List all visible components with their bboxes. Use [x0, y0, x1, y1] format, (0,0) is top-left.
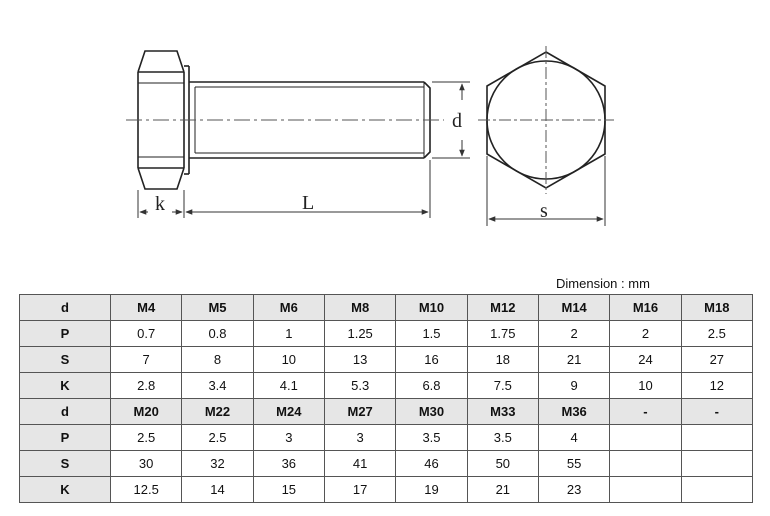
row-header: d: [20, 295, 111, 321]
dimension-unit-note: Dimension : mm: [556, 276, 650, 291]
table-cell: 4.1: [253, 373, 324, 399]
table-cell: 46: [396, 451, 467, 477]
dimension-d-label: d: [452, 110, 462, 132]
table-cell: 7.5: [467, 373, 538, 399]
row-header: d: [20, 399, 111, 425]
table-cell: 18: [467, 347, 538, 373]
table-cell: [610, 451, 681, 477]
table-cell: -: [610, 399, 681, 425]
table-cell: 12.5: [111, 477, 182, 503]
table-cell: M6: [253, 295, 324, 321]
row-header: K: [20, 373, 111, 399]
bolt-spec-table-body: [20, 295, 753, 503]
table-cell: 9: [538, 373, 609, 399]
table-cell: 8: [182, 347, 253, 373]
row-header: S: [20, 451, 111, 477]
table-cell: 3.5: [467, 425, 538, 451]
table-cell: M10: [396, 295, 467, 321]
table-cell: 10: [253, 347, 324, 373]
dimension-k-label: k: [155, 193, 165, 215]
table-cell: 16: [396, 347, 467, 373]
table-cell: 36: [253, 451, 324, 477]
table-row: [20, 373, 753, 399]
table-row: [20, 451, 753, 477]
table-cell: 1: [253, 321, 324, 347]
table-cell: 6.8: [396, 373, 467, 399]
table-cell: [681, 451, 752, 477]
table-cell: 50: [467, 451, 538, 477]
table-cell: 2.8: [111, 373, 182, 399]
table-cell: 3.5: [396, 425, 467, 451]
dimension-s-label: s: [540, 200, 548, 222]
table-row: [20, 399, 753, 425]
table-cell: 4: [538, 425, 609, 451]
table-cell: M33: [467, 399, 538, 425]
table-cell: 14: [182, 477, 253, 503]
table-cell: 15: [253, 477, 324, 503]
top-view-center-lines: [478, 46, 614, 194]
bolt-spec-table: [19, 294, 753, 503]
table-cell: [610, 425, 681, 451]
table-cell: 5.3: [324, 373, 395, 399]
table-cell: 2.5: [681, 321, 752, 347]
table-cell: M27: [324, 399, 395, 425]
table-cell: 1.75: [467, 321, 538, 347]
table-cell: [681, 425, 752, 451]
table-row: [20, 295, 753, 321]
table-cell: -: [681, 399, 752, 425]
table-cell: 27: [681, 347, 752, 373]
table-cell: 24: [610, 347, 681, 373]
table-cell: 55: [538, 451, 609, 477]
table-cell: 2: [538, 321, 609, 347]
table-cell: M18: [681, 295, 752, 321]
table-cell: 3: [324, 425, 395, 451]
row-header: S: [20, 347, 111, 373]
table-cell: 1.25: [324, 321, 395, 347]
table-cell: M12: [467, 295, 538, 321]
table-cell: 0.8: [182, 321, 253, 347]
table-cell: M22: [182, 399, 253, 425]
table-cell: M24: [253, 399, 324, 425]
table-cell: 2: [610, 321, 681, 347]
table-cell: [610, 477, 681, 503]
table-cell: M20: [111, 399, 182, 425]
table-cell: 7: [111, 347, 182, 373]
table-cell: 23: [538, 477, 609, 503]
table-cell: 32: [182, 451, 253, 477]
table-cell: M8: [324, 295, 395, 321]
table-cell: 0.7: [111, 321, 182, 347]
table-cell: 2.5: [111, 425, 182, 451]
table-cell: 30: [111, 451, 182, 477]
table-cell: 10: [610, 373, 681, 399]
table-cell: 17: [324, 477, 395, 503]
table-row: [20, 477, 753, 503]
row-header: K: [20, 477, 111, 503]
table-row: [20, 321, 753, 347]
table-cell: 3: [253, 425, 324, 451]
table-cell: M4: [111, 295, 182, 321]
table-cell: M14: [538, 295, 609, 321]
table-cell: 21: [538, 347, 609, 373]
table-cell: 21: [467, 477, 538, 503]
table-cell: 2.5: [182, 425, 253, 451]
row-header: P: [20, 321, 111, 347]
dimension-L-label: L: [302, 192, 315, 214]
table-cell: M30: [396, 399, 467, 425]
table-cell: [681, 477, 752, 503]
table-cell: M5: [182, 295, 253, 321]
table-cell: 41: [324, 451, 395, 477]
table-row: [20, 347, 753, 373]
table-cell: 13: [324, 347, 395, 373]
table-cell: 3.4: [182, 373, 253, 399]
table-row: [20, 425, 753, 451]
row-header: P: [20, 425, 111, 451]
table-cell: 1.5: [396, 321, 467, 347]
table-cell: 12: [681, 373, 752, 399]
table-cell: 19: [396, 477, 467, 503]
table-cell: M36: [538, 399, 609, 425]
table-cell: M16: [610, 295, 681, 321]
